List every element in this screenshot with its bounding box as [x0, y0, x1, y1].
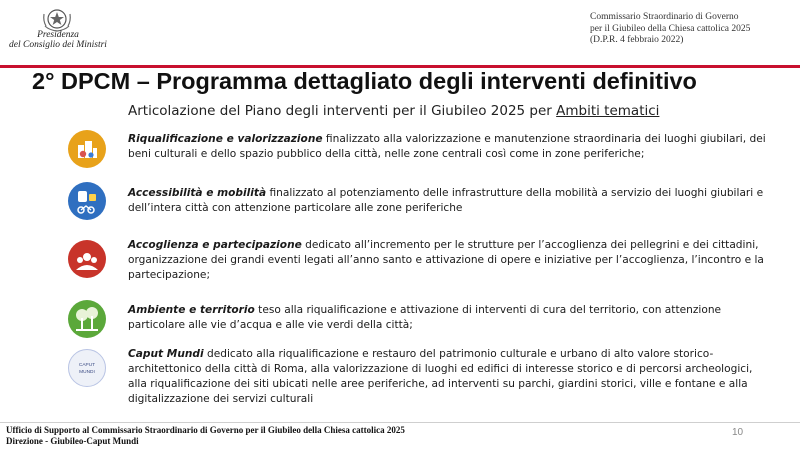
footer — [6, 425, 626, 447]
theme-text: teso alla riqualificazione e attivazione di interventi di cura del territorio, con attenzione particolare alle vie d’acqua e alle vie verdi della città; — [128, 304, 722, 331]
subtitle-prefix: Articolazione del Piano degli interventi per il Giubileo 2025 per — [128, 103, 557, 119]
trees-icon — [68, 300, 106, 338]
italian-emblem-icon — [40, 6, 74, 32]
transport-icon — [68, 182, 106, 220]
presidency-line-1: Presidenza — [37, 30, 79, 40]
page-number: 10 — [732, 427, 744, 438]
theme-name: Ambiente e territorio — [128, 304, 255, 316]
theme-text: finalizzato al potenziamento delle infrastrutture della mobilità a servizio dei luoghi giubilari e dell’intera città con attenzione particolare alle zone periferiche — [128, 187, 764, 214]
theme-description — [128, 132, 773, 162]
theme-name: Riqualificazione e valorizzazione — [128, 133, 323, 145]
theme-description — [128, 238, 773, 283]
mundi-label: MUNDI — [79, 370, 95, 375]
subtitle — [128, 103, 768, 119]
footer-line-2: Direzione - Giubileo-Caput Mundi — [6, 436, 139, 446]
building-icon — [68, 130, 106, 168]
commissioner-line-2: per il Giubileo della Chiesa cattolica 2025 — [590, 23, 751, 34]
commissioner-line-1: Commissario Straordinario di Governo — [590, 12, 739, 22]
page-title: 2° DPCM – Programma dettagliato degli interventi definitivo — [32, 68, 697, 94]
theme-text: finalizzato alla valorizzazione e manutenzione straordinaria dei luoghi giubilari, dei beni culturali e dello spazio pubblico della città, nelle zone centrali così come in zone periferiche; — [128, 133, 766, 160]
commissioner-line-3: (D.P.R. 4 febbraio 2022) — [590, 35, 684, 45]
theme-text: dedicato all’incremento per le strutture per l’accoglienza dei pellegrini e dei cittadini, organizzazione dei grandi eventi legati all’anno santo e attivazione di opere e iniziative per l’accoglienza, l’incontro e la partecipazione; — [128, 239, 764, 281]
theme-description — [128, 303, 773, 333]
presidency-label — [6, 30, 110, 50]
theme-description — [128, 347, 773, 407]
theme-description — [128, 186, 773, 216]
footer-line-1: Ufficio di Supporto al Commissario Straordinario di Governo per il Giubileo della Chiesa cattolica 2025 — [6, 425, 405, 435]
subtitle-underlined: Ambiti tematici — [556, 103, 660, 119]
caput-label: CAPUT — [78, 363, 96, 368]
theme-name: Accoglienza e partecipazione — [128, 239, 302, 251]
footer-divider — [0, 422, 800, 423]
people-icon — [68, 240, 106, 278]
presidency-line-2: del Consiglio dei Ministri — [9, 40, 107, 50]
theme-name: Accessibilità e mobilità — [128, 187, 267, 199]
theme-text: dedicato alla riqualificazione e restauro del patrimonio culturale e urbano di alto valore storico-architettonico della città di Roma, alla valorizzazione di luoghi ed edifici di interesse storico e di percorsi archeologici, alla riqualificazione dei siti ubicati nelle aree periferiche, ad interventi su parchi, giardini storici, ville e fontane e alla digitalizzazione dei servizi culturali — [128, 348, 753, 405]
theme-name: Caput Mundi — [128, 348, 204, 360]
caput-mundi-icon — [68, 349, 106, 387]
commissioner-label — [590, 12, 790, 47]
